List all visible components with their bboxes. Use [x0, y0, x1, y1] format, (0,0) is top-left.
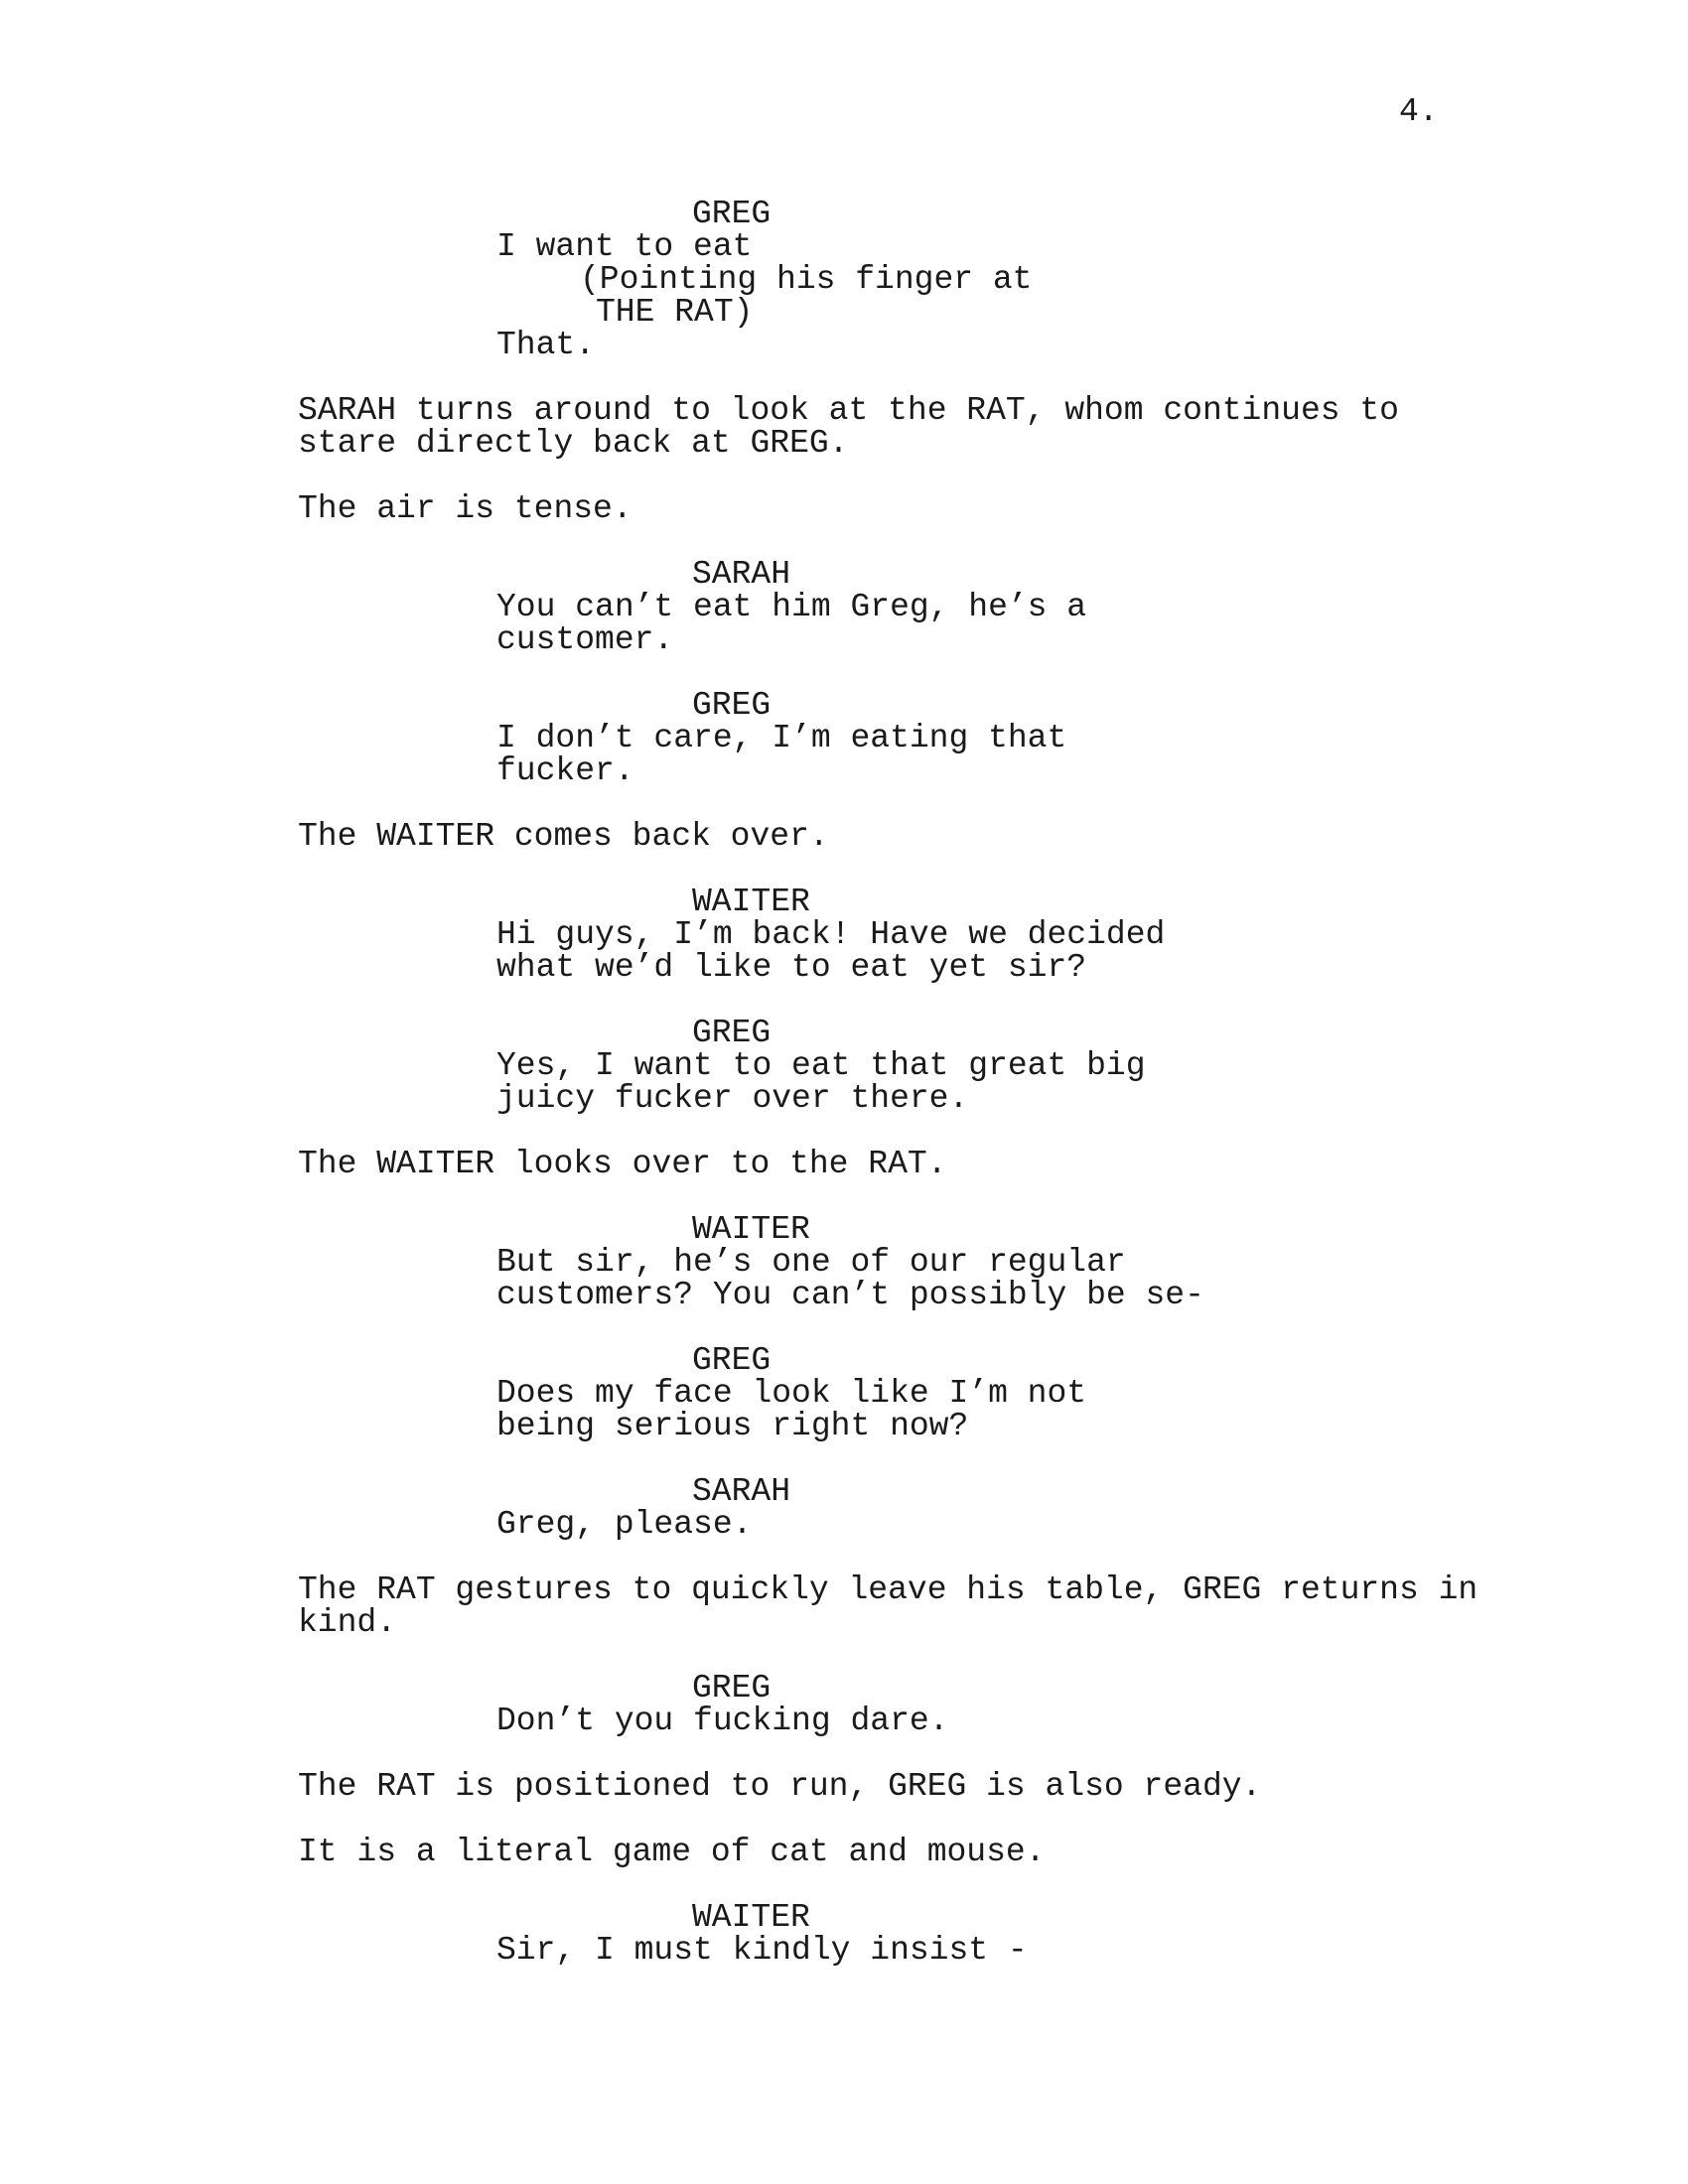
dialogue-line: juicy fucker over there.: [496, 1080, 969, 1117]
character-name: WAITER: [692, 1899, 810, 1936]
character-name: WAITER: [692, 884, 810, 920]
dialogue-line: Does my face look like I’m not: [496, 1375, 1087, 1412]
action-line: The air is tense.: [298, 490, 633, 527]
action-line: The WAITER comes back over.: [298, 818, 829, 855]
character-name: GREG: [692, 1342, 772, 1379]
dialogue-line: Greg, please.: [496, 1506, 753, 1543]
dialogue-line: You can’t eat him Greg, he’s a: [496, 589, 1087, 625]
character-name: GREG: [692, 1670, 772, 1706]
action-line: The WAITER looks over to the RAT.: [298, 1146, 947, 1182]
action-line: kind.: [298, 1604, 397, 1641]
parenthetical-line: THE RAT): [596, 294, 754, 331]
action-line: It is a literal game of cat and mouse.: [298, 1834, 1046, 1870]
dialogue-line: But sir, he’s one of our regular: [496, 1244, 1126, 1281]
dialogue-line: Sir, I must kindly insist -: [496, 1932, 1028, 1969]
page-number: 4.: [1399, 93, 1439, 130]
character-name: GREG: [692, 1015, 772, 1051]
parenthetical-line: (Pointing his finger at: [580, 261, 1033, 298]
character-name: SARAH: [692, 1473, 791, 1510]
action-line: The RAT is positioned to run, GREG is also ready.: [298, 1768, 1262, 1805]
action-line: The RAT gestures to quickly leave his table, GREG returns in: [298, 1571, 1478, 1608]
dialogue-line: being serious right now?: [496, 1408, 969, 1444]
action-line: SARAH turns around to look at the RAT, whom continues to: [298, 392, 1399, 429]
character-name: WAITER: [692, 1211, 810, 1248]
dialogue-line: customers? You can’t possibly be se-: [496, 1277, 1204, 1313]
character-name: GREG: [692, 687, 772, 724]
dialogue-line: fucker.: [496, 752, 634, 789]
dialogue-line: That.: [496, 327, 596, 363]
dialogue-line: Yes, I want to eat that great big: [496, 1047, 1146, 1084]
action-line: stare directly back at GREG.: [298, 425, 849, 462]
dialogue-line: customer.: [496, 621, 674, 658]
character-name: GREG: [692, 196, 772, 232]
dialogue-line: I want to eat: [496, 228, 753, 265]
dialogue-line: I don’t care, I’m eating that: [496, 720, 1067, 756]
character-name: SARAH: [692, 556, 791, 593]
dialogue-line: what we’d like to eat yet sir?: [496, 949, 1087, 986]
dialogue-line: Don’t you fucking dare.: [496, 1703, 949, 1739]
dialogue-line: Hi guys, I’m back! Have we decided: [496, 916, 1166, 953]
